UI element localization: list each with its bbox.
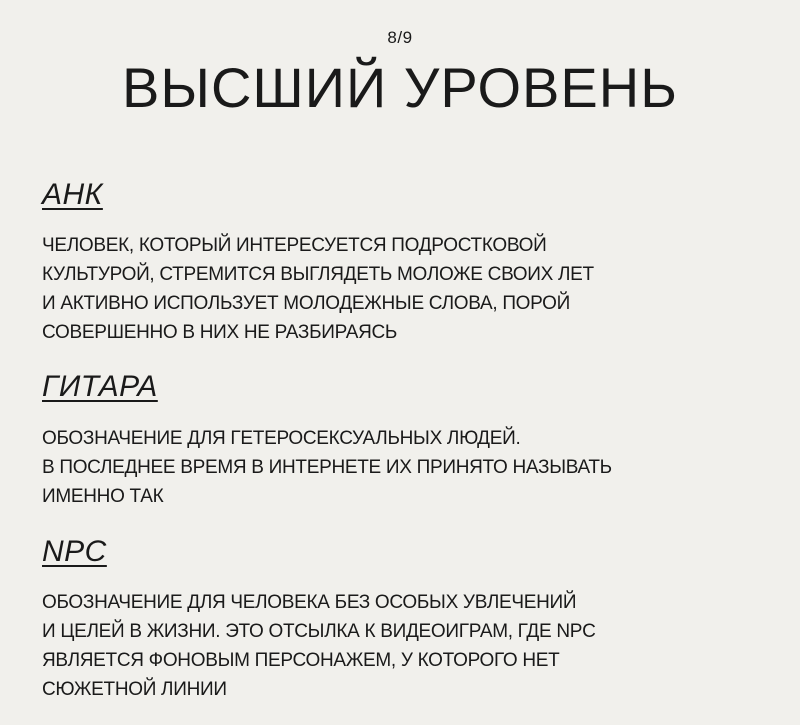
term-heading: АНК <box>42 178 103 211</box>
page-counter: 8/9 <box>387 28 413 47</box>
term-definition <box>42 231 762 347</box>
page-title: ВЫСШИЙ УРОВЕНЬ <box>122 56 678 119</box>
definition-line: ЧЕЛОВЕК, КОТОРЫЙ ИНТЕРЕСУЕТСЯ ПОДРОСТКОВОЙ <box>42 235 547 256</box>
definition-line: ОБОЗНАЧЕНИЕ ДЛЯ ЧЕЛОВЕКА БЕЗ ОСОБЫХ УВЛЕЧЕНИЙ <box>42 592 577 613</box>
term-definition <box>42 588 762 704</box>
definition-line: И АКТИВНО ИСПОЛЬЗУЕТ МОЛОДЕЖНЫЕ СЛОВА, ПОРОЙ <box>42 293 570 314</box>
term-definition <box>42 424 762 511</box>
definition-line: СОВЕРШЕННО В НИХ НЕ РАЗБИРАЯСЬ <box>42 322 398 343</box>
definition-line: СЮЖЕТНОЙ ЛИНИИ <box>42 679 227 700</box>
definition-line: ЯВЛЯЕТСЯ ФОНОВЫМ ПЕРСОНАЖЕМ, У КОТОРОГО НЕТ <box>42 650 560 671</box>
definition-line: И ЦЕЛЕЙ В ЖИЗНИ. ЭТО ОТСЫЛКА К ВИДЕОИГРАМ, ГДЕ NPC <box>42 621 596 642</box>
definition-line: ОБОЗНАЧЕНИЕ ДЛЯ ГЕТЕРОСЕКСУАЛЬНЫХ ЛЮДЕЙ. <box>42 428 521 449</box>
definition-line: ИМЕННО ТАК <box>42 486 164 507</box>
term-heading: ГИТАРА <box>42 370 158 403</box>
term-heading: NPC <box>42 535 107 568</box>
definition-line: КУЛЬТУРОЙ, СТРЕМИТСЯ ВЫГЛЯДЕТЬ МОЛОЖЕ СВОИХ ЛЕТ <box>42 264 594 285</box>
definition-line: В ПОСЛЕДНЕЕ ВРЕМЯ В ИНТЕРНЕТЕ ИХ ПРИНЯТО НАЗЫВАТЬ <box>42 457 612 478</box>
